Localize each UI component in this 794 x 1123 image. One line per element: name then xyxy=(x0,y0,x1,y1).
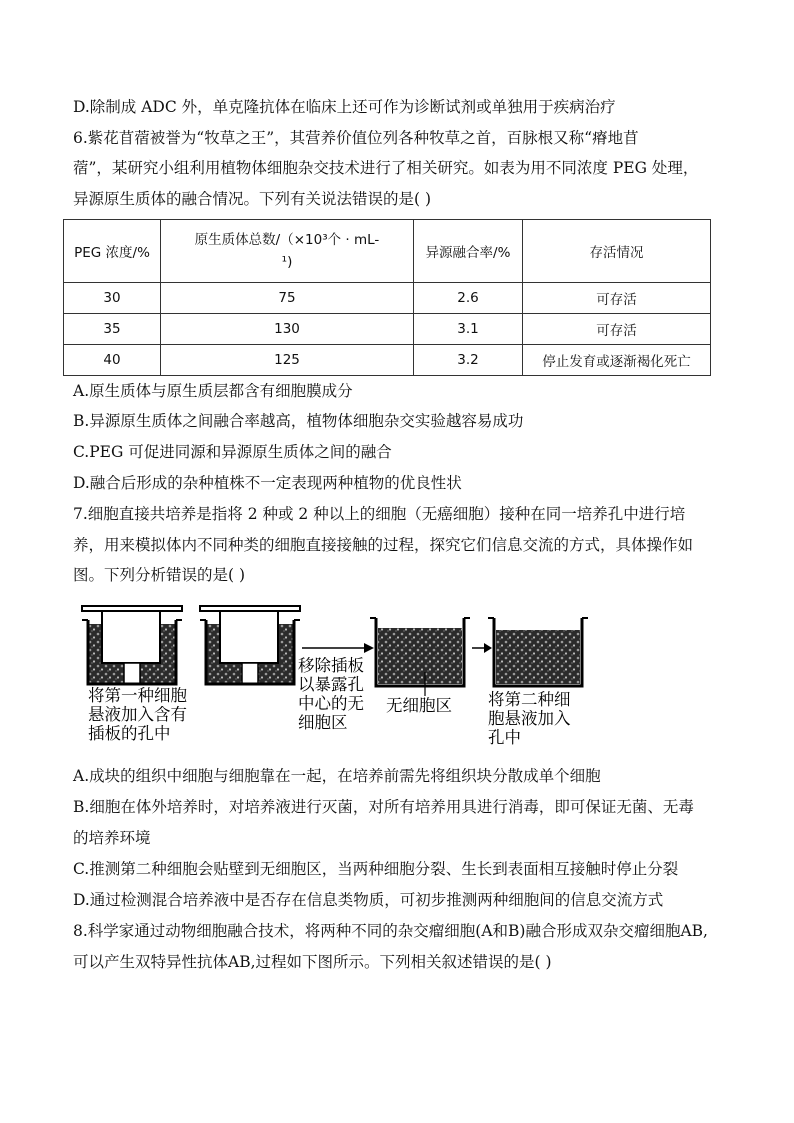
header-survival: 存活情况 xyxy=(523,220,711,283)
caption-step1 xyxy=(88,686,187,743)
question-8-line1: 8.科学家通过动物细胞融合技术，将两种不同的杂交瘤细胞(A和B)融合形成双杂交瘤细胞AB, xyxy=(73,922,708,940)
question-6-line2: 蓿”，某研究小组利用植物体细胞杂交技术进行了相关研究。如表为用不同浓度 PEG 处理， xyxy=(73,159,699,177)
table-cell: 可存活 xyxy=(523,283,711,314)
option-d-q6: D.融合后形成的杂种植株不一定表现两种植物的优良性状 xyxy=(73,474,462,492)
table-cell: 125 xyxy=(161,345,414,376)
caption-step2-line: 细胞区 xyxy=(298,713,348,732)
option-c-q6: C.PEG 可促进同源和异源原生质体之间的融合 xyxy=(73,443,392,461)
table-cell: 75 xyxy=(161,283,414,314)
table-cell: 30 xyxy=(64,283,161,314)
well-4 xyxy=(488,618,588,686)
caption-step2 xyxy=(298,656,364,732)
option-d-q5: D.除制成 ADC 外，单克隆抗体在临床上还可作为诊断试剂或单独用于疾病治疗 xyxy=(73,98,616,116)
well-2 xyxy=(200,606,300,684)
caption-cell-free-zone xyxy=(386,696,452,715)
table-cell: 可存活 xyxy=(523,314,711,345)
table-cell: 3.2 xyxy=(414,345,523,376)
question-7-line1: 7.细胞直接共培养是指将 2 种或 2 种以上的细胞（无癌细胞）接种在同一培养孔中进行培 xyxy=(73,505,686,523)
option-a-q7: A.成块的组织中细胞与细胞靠在一起，在培养前需先将组织块分散成单个细胞 xyxy=(73,767,601,785)
table-cell: 3.1 xyxy=(414,314,523,345)
caption-cell-free-zone-line: 无细胞区 xyxy=(386,696,452,715)
caption-step3 xyxy=(488,690,571,747)
table-row xyxy=(64,345,711,376)
table-cell: 130 xyxy=(161,314,414,345)
option-b-q7-line1: B.细胞在体外培养时，对培养液进行灭菌，对所有培养用具进行消毒，即可保证无菌、无毒 xyxy=(73,798,694,816)
header-peg-concentration: PEG 浓度/% xyxy=(64,220,161,283)
table-cell: 2.6 xyxy=(414,283,523,314)
caption-step1-line: 插板的孔中 xyxy=(88,724,171,743)
table-cell: 停止发育或逐渐褐化死亡 xyxy=(523,345,711,376)
option-b-q7-line2: 的培养环境 xyxy=(73,829,151,847)
header-fusion-rate: 异源融合率/% xyxy=(414,220,523,283)
option-c-q7: C.推测第二种细胞会贴壁到无细胞区，当两种细胞分裂、生长到表面相互接触时停止分裂 xyxy=(73,860,679,878)
question-8-line2: 可以产生双特异性抗体AB,过程如下图所示。下列相关叙述错误的是( ) xyxy=(73,953,552,971)
arrow-1 xyxy=(302,643,374,653)
question-6-line1: 6.紫花苜蓿被誉为“牧草之王”，其营养价值位列各种牧草之首，百脉根又称“瘠地苜 xyxy=(73,129,639,147)
question-7-line3: 图。下列分析错误的是( ) xyxy=(73,566,246,584)
table-header-row xyxy=(64,220,711,283)
header-protoplast-total-line1: 原生质体总数/（×10³个 · mL- xyxy=(194,232,380,248)
table-row xyxy=(64,314,711,345)
caption-step1-line: 将第一种细胞 xyxy=(88,686,187,705)
well-3 xyxy=(370,618,470,696)
caption-step3-line: 孔中 xyxy=(488,728,521,747)
caption-step2-line: 以暴露孔 xyxy=(298,675,364,694)
arrow-2 xyxy=(472,643,492,653)
caption-step1-line: 悬液加入含有 xyxy=(88,705,187,724)
caption-step2-line: 中心的无 xyxy=(298,694,364,713)
question-7-line2: 养，用来模拟体内不同种类的细胞直接接触的过程，探究它们信息交流的方式，具体操作如 xyxy=(73,536,694,554)
table-cell: 40 xyxy=(64,345,161,376)
table-cell: 35 xyxy=(64,314,161,345)
caption-step3-line: 胞悬液加入 xyxy=(488,709,571,728)
option-b-q6: B.异源原生质体之间融合率越高，植物体细胞杂交实验越容易成功 xyxy=(73,412,524,430)
header-protoplast-total xyxy=(161,220,414,283)
question-6-line3: 异源原生质体的融合情况。下列有关说法错误的是( ) xyxy=(73,190,432,208)
option-d-q7: D.通过检测混合培养液中是否存在信息类物质，可初步推测两种细胞间的信息交流方式 xyxy=(73,891,664,909)
peg-table xyxy=(63,219,711,376)
table-row xyxy=(64,283,711,314)
header-protoplast-total-line2: ¹) xyxy=(281,254,293,270)
caption-step2-line: 移除插板 xyxy=(298,656,364,675)
coculture-diagram xyxy=(80,600,600,760)
option-a-q6: A.原生质体与原生质层都含有细胞膜成分 xyxy=(73,382,353,400)
well-1 xyxy=(82,606,182,684)
caption-step3-line: 将第二种细 xyxy=(488,690,571,709)
